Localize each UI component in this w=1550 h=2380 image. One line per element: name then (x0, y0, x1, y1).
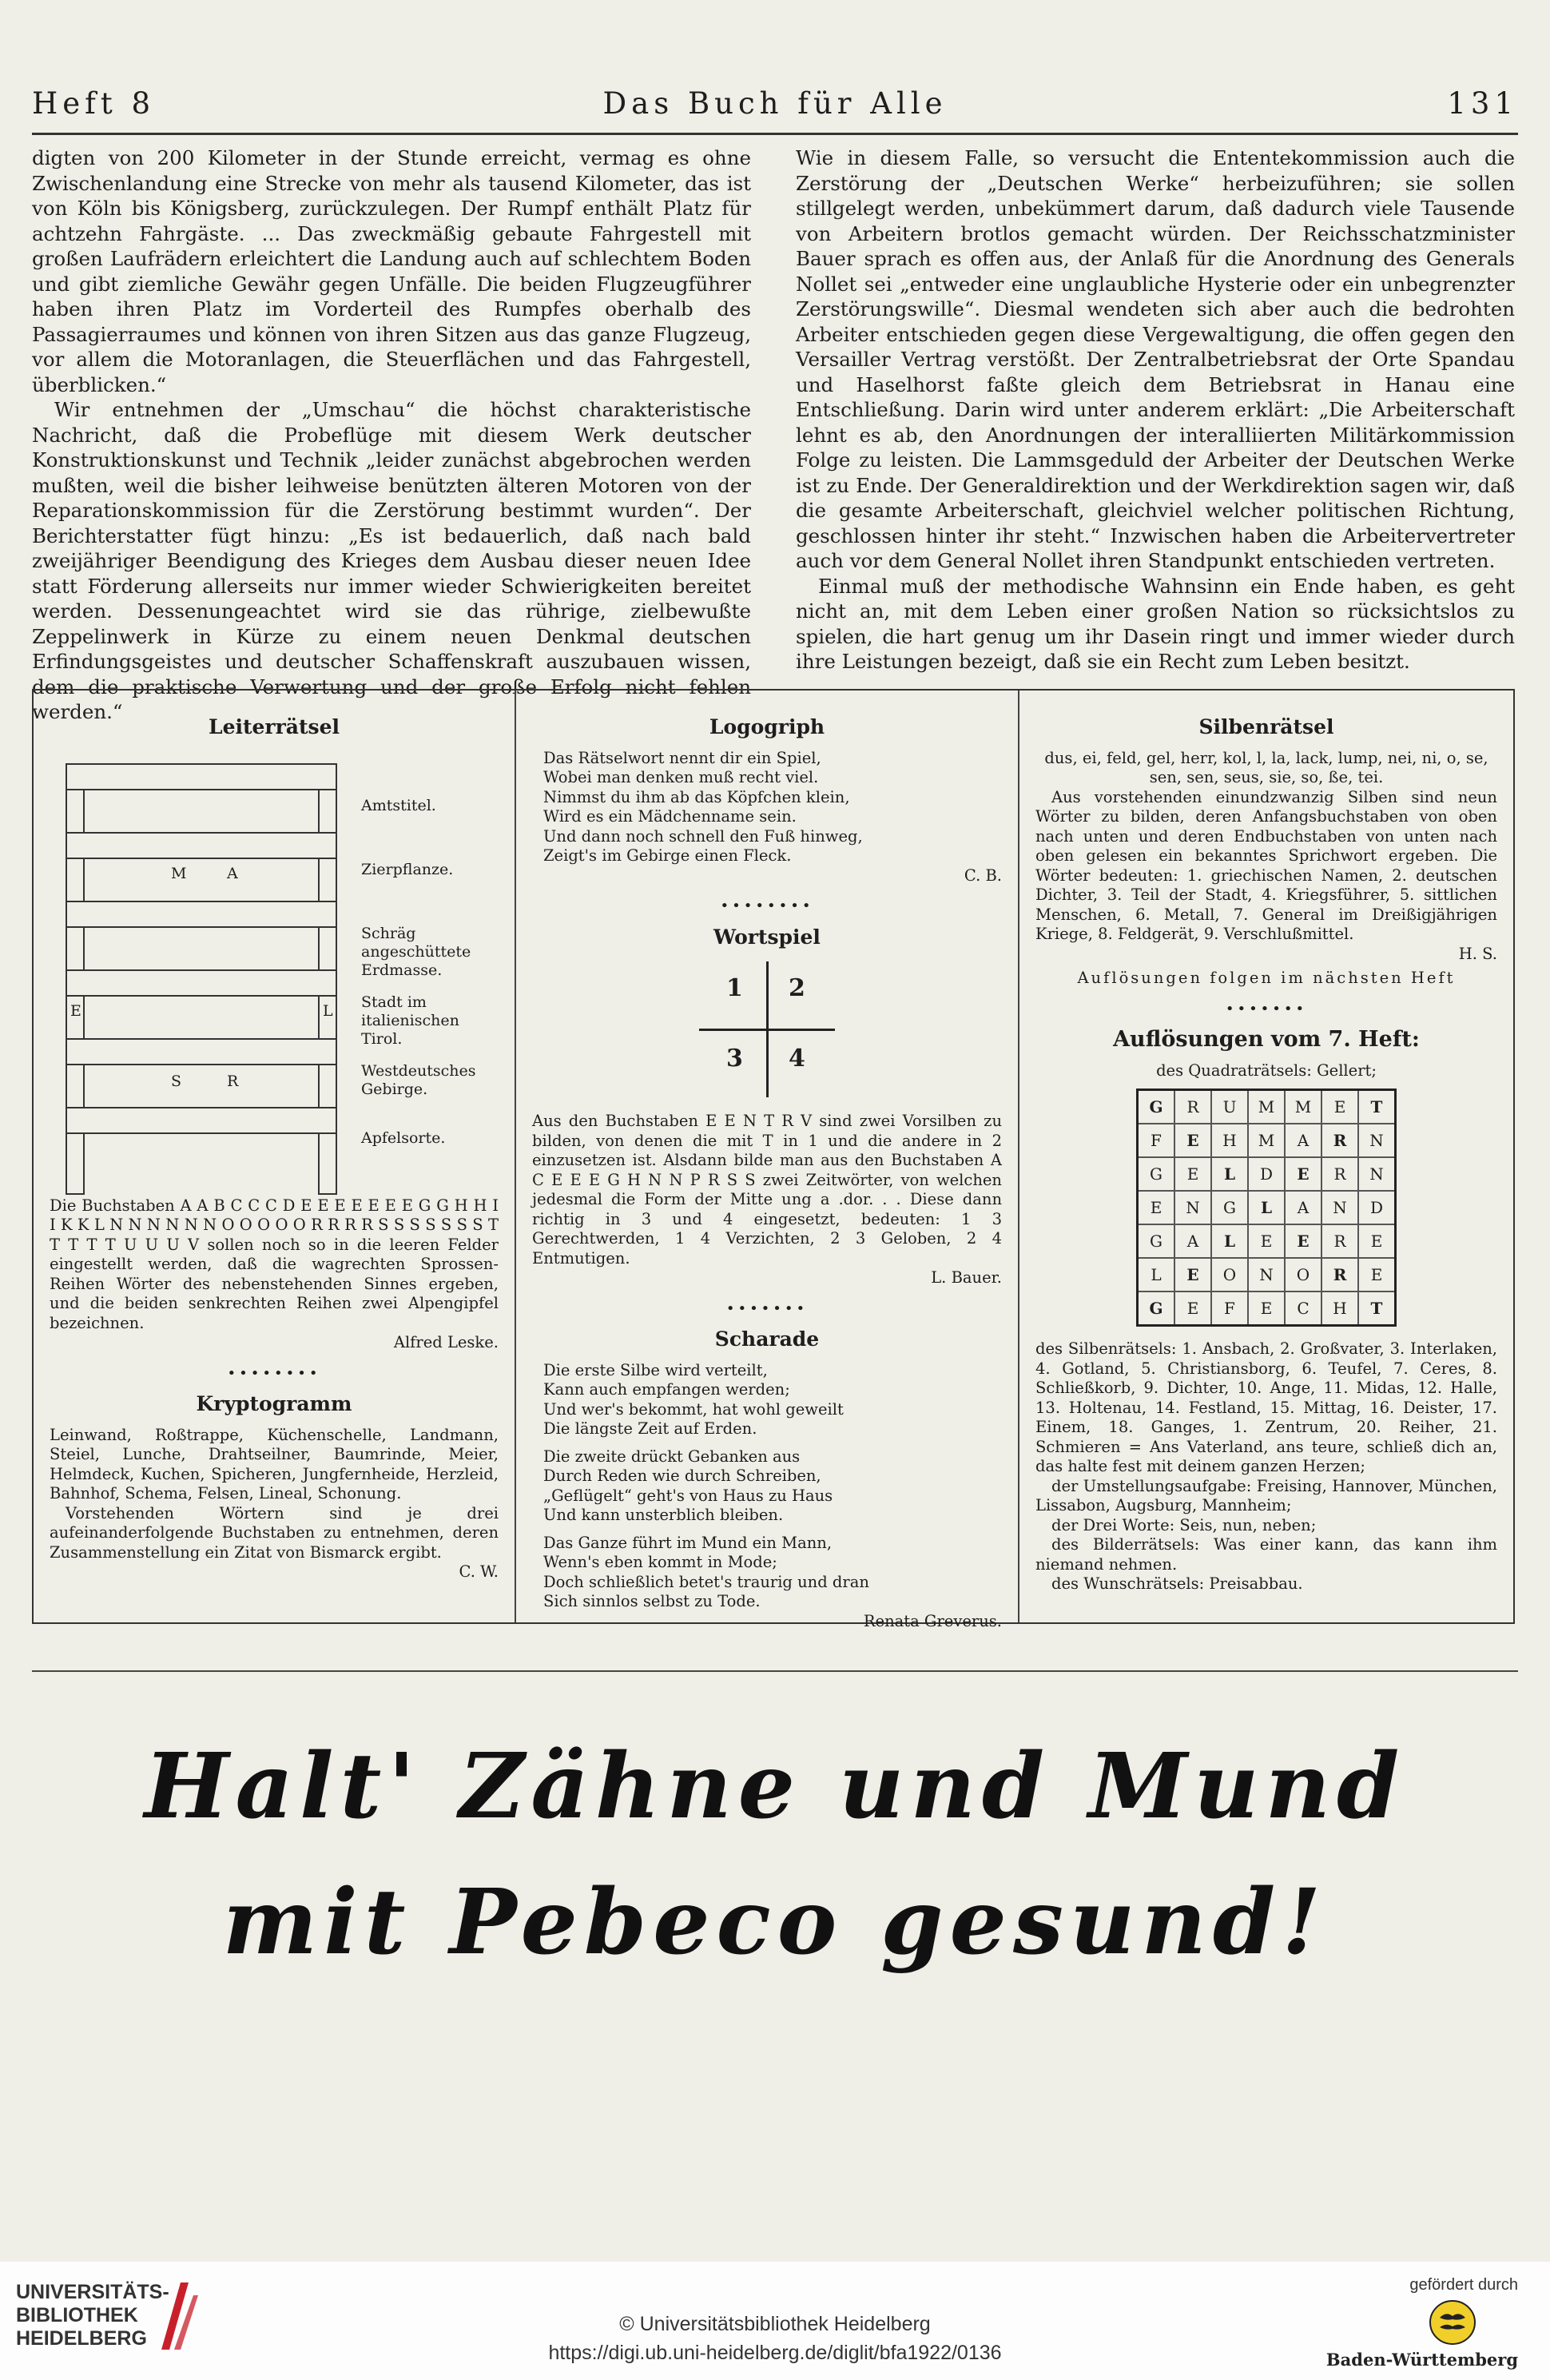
verse-line: Wenn's eben kommt in Mode; (543, 1553, 777, 1571)
ladder-letter: E (70, 1001, 81, 1020)
verse-line: Die zweite drückt Gebanken aus (543, 1447, 801, 1466)
grid-cell: E (1358, 1224, 1396, 1258)
ladder-letter: S (171, 1072, 182, 1090)
logogriph-author: C. B. (964, 866, 1002, 885)
wortspiel-cross-diagram (699, 961, 835, 1097)
ad-line-2: mit Pebeco gesund! (222, 1870, 1328, 1975)
grid-row (1138, 1124, 1396, 1157)
krypto-instructions: Vorstehenden Wörtern sind je drei aufeinanderfolgende Buchstaben zu entnehmen, deren Zusammenstellung ein Zitat von Bismarck ergibt. (50, 1503, 499, 1562)
grid-cell: E (1248, 1224, 1285, 1258)
grid-row (1138, 1224, 1396, 1258)
grid-cell: U (1211, 1090, 1248, 1124)
grid-cell: R (1174, 1090, 1211, 1124)
permalink[interactable]: https://digi.ub.uni-heidelberg.de/diglit/bfa1922/0136 (548, 2342, 1002, 2364)
scharade-stanza (543, 1534, 1002, 1612)
silben-instructions: Aus vorstehenden einundzwanzig Silben sind neun Wörter zu bilden, deren Anfangsbuchstaben von oben nach unten und deren Endbuchstaben von unten nach oben gelesen ein bekanntes Sprichwort ergeben. Die Wörter bedeuten: 1. griechischen Namen, 2. deutschen Dichter, 3. Teil der Stadt, 4. Kriegsführer, 5. sittlichen Menschen, 6. Metall, 7. General im Dreißigjährigen Kriege, 8. Feldgerät, 9. Verschlußmittel. (1035, 787, 1497, 943)
article-paragraph: Einmal muß der methodische Wahnsinn ein Ende haben, es geht nicht an, mit dem Leben einer großen Nation so rücksichtslos zu spielen, die hart genug um ihr Dasein ringt und immer wieder durch ihre Leistungen bezeigt, daß sie ein Recht zum Leben besitzt. (796, 574, 1515, 673)
state-coat-of-arms-icon (1429, 2298, 1476, 2346)
grid-cell: G (1138, 1224, 1175, 1258)
grid-cell: N (1321, 1191, 1358, 1224)
verse-line: Das Ganze führt im Mund ein Mann, (543, 1533, 833, 1552)
grid-cell: T (1358, 1291, 1396, 1326)
grid-cell: L (1138, 1258, 1175, 1291)
cross-number: 2 (789, 974, 805, 1002)
article-column-right (796, 145, 1515, 675)
header-page-number: 131 (1447, 86, 1518, 121)
ladder-clue: Amtstitel. (361, 796, 436, 814)
grid-cell: O (1211, 1258, 1248, 1291)
grid-cell: A (1174, 1224, 1211, 1258)
ladder-clue: Apfelsorte. (361, 1128, 446, 1147)
verse-line: Und kann unsterblich bleiben. (543, 1506, 784, 1524)
verse-line: Wird es ein Mädchenname sein. (543, 807, 797, 826)
ladder-clue: Schräg angeschüttete Erdmasse. (361, 924, 471, 979)
ladder-letter: A (227, 864, 238, 882)
header-title: Das Buch für Alle (602, 86, 948, 121)
verse-line: Wobei man denken muß recht viel. (543, 768, 819, 786)
grid-cell: R (1321, 1224, 1358, 1258)
ladder-diagram (50, 749, 500, 1196)
ladder-rung (66, 763, 337, 790)
ladder-letter: M (171, 864, 187, 882)
grid-cell: E (1138, 1191, 1175, 1224)
ladder-clue: Westdeutsches Gebirge. (361, 1061, 476, 1098)
grid-cell: D (1358, 1191, 1396, 1224)
grid-cell: N (1358, 1157, 1396, 1191)
separator-dots: •••••••• (227, 1364, 321, 1382)
silben-author: H. S. (1458, 944, 1497, 963)
scharade-stanza (543, 1447, 1002, 1526)
grid-cell: L (1211, 1224, 1248, 1258)
article-column-left (32, 145, 751, 725)
logogriph-verse (543, 749, 1002, 866)
grid-cell: N (1248, 1258, 1285, 1291)
verse-line: Sich sinnlos selbst zu Tode. (543, 1592, 761, 1610)
running-header (32, 86, 1518, 131)
grid-cell: G (1211, 1191, 1248, 1224)
ladder-clue: Stadt im italienischen Tirol. (361, 993, 459, 1048)
solutions-notice: Auflösungen folgen im nächsten Heft (1077, 969, 1456, 987)
grid-cell: F (1138, 1124, 1175, 1157)
grid-cell: M (1285, 1090, 1321, 1124)
cross-number: 3 (726, 1045, 743, 1073)
grid-cell: E (1174, 1124, 1211, 1157)
grid-cell: G (1138, 1157, 1175, 1191)
verse-line: Zeigt's im Gebirge einen Fleck. (543, 846, 792, 865)
bilder-answer: des Bilderrätsels: Was einer kann, das kann ihm niemand nehmen. (1035, 1535, 1497, 1574)
funded-label: gefördert durch (1409, 2276, 1518, 2294)
funder-name: Baden-Württemberg (1325, 2350, 1518, 2370)
ladder-rung (66, 969, 337, 997)
grid-row (1138, 1157, 1396, 1191)
logo-line: HEIDELBERG (16, 2327, 147, 2350)
grid-cell: E (1285, 1157, 1321, 1191)
grid-cell: D (1248, 1157, 1285, 1191)
puzzle-column-middle (516, 691, 1019, 1630)
wunsch-answer: des Wunschrätsels: Preisabbau. (1051, 1574, 1303, 1593)
logogriph-title: Logogriph (709, 715, 825, 738)
grid-cell: R (1321, 1124, 1358, 1157)
ladder-rung (66, 832, 337, 859)
verse-line: Die erste Silbe wird verteilt, (543, 1360, 768, 1379)
ladder-rung (66, 1107, 337, 1134)
ladder-letter: L (323, 1001, 333, 1020)
verse-line: Kann auch empfangen werden; (543, 1380, 790, 1399)
header-issue: Heft 8 (32, 86, 156, 121)
grid-cell: R (1321, 1157, 1358, 1191)
footer-bar (0, 2262, 1550, 2380)
wortspiel-title: Wortspiel (713, 925, 821, 949)
separator-dots: ••••••• (1225, 1000, 1308, 1017)
grid-cell: T (1358, 1090, 1396, 1124)
grid-cell: E (1174, 1258, 1211, 1291)
solutions-title: Auflösungen vom 7. Heft: (1113, 1027, 1420, 1052)
leiter-title: Leiterrätsel (208, 715, 340, 738)
grid-row (1138, 1191, 1396, 1224)
grid-cell: G (1138, 1090, 1175, 1124)
verse-line: Das Rätselwort nennt dir ein Spiel, (543, 748, 821, 767)
grid-cell: O (1285, 1258, 1321, 1291)
ladder-letter: R (227, 1072, 239, 1090)
krypto-words: Leinwand, Roßtrappe, Küchenschelle, Landmann, Steiel, Lunche, Drahtseilner, Baumrinde, Meier, Helmdeck, Kuchen, Spicheren, Jungfernheide, Herzleid, Bahnhof, Schema, Felsen, Lineal, Schonung. (50, 1425, 499, 1502)
ladder-clue: Zierpflanze. (361, 860, 454, 878)
grid-cell: H (1211, 1124, 1248, 1157)
verse-line: Die längste Zeit auf Erden. (543, 1419, 757, 1438)
krypto-title: Kryptogramm (196, 1392, 352, 1415)
scharade-author: Renata Greverus. (863, 1611, 1002, 1630)
cross-line-horizontal (699, 1029, 835, 1031)
grid-cell: L (1211, 1157, 1248, 1191)
article-paragraph: Wie in diesem Falle, so versucht die Ententekommission auch die Zerstörung der „Deutschen Werke“ herbeizuführen; sie sollen stillgelegt werden, unbekümmert darum, daß dadurch viele Tausende von Arbeitern brotlos gemacht würden. Der Reichsschatzminister Bauer sprach es offen aus, der Anlaß für die Anordnung des Generals Nollet sei „entweder eine unglaubliche Hysterie oder ein unbegrenzter Zerstörungswille“. Diesmal wendeten sich aber auch die bedrohten Arbeiter entschieden gegen diese Vergewaltigung, die offen gegen den Versailler Vertrag verstößt. Der Zentralbetriebsrat der Orte Spandau und Haselhorst faßte gleich dem Betriebsrat in Hanau eine Entschließung. Darin wird unter anderem erklärt: „Die Arbeiterschaft lehnt es ab, den Anordnungen der interalliierten Militärkommission Folge zu leisten. Die Lammsgeduld der Arbeiter der Deutschen Werke ist zu Ende. Der Generaldirektion und der Werkdirektion sagen wir, daß die gesamte Arbeiterschaft, gleichviel welcher politischen Richtung, geschlossen hinter ihr steht.“ Inzwischen haben die Arbeitervertreter auch vor dem General Nollet ihren Standpunkt entschieden vertreten. (796, 146, 1515, 572)
puzzle-column-left (34, 691, 516, 1622)
puzzle-section (32, 689, 1515, 1630)
grid-cell: R (1321, 1258, 1358, 1291)
grid-row (1138, 1090, 1396, 1124)
verse-line: Durch Reden wie durch Schreiben, (543, 1467, 821, 1485)
grid-cell: C (1285, 1291, 1321, 1326)
grid-cell: A (1285, 1124, 1321, 1157)
ladder-rung (66, 901, 337, 928)
cross-number: 1 (726, 974, 743, 1002)
article-paragraph: Wir entnehmen der „Umschau“ die höchst charakteristische Nachricht, daß die Probeflüge mit diesem Werk deutscher Konstruktionskunst und Technik „leider zunächst abgebrochen werden mußten, weil die bisher leihweise benützten älteren Motoren von der Reparationskommission für die Zerstörung bestimmt wurden“. Der Berichterstatter fügt hinzu: „Es ist bedauerlich, daß nach bald zweijähriger Beendigung des Krieges dem Ausbau dieser neuen Idee statt Förderung allerseits nur immer wieder Schwierigkeiten bereitet werden. Dessenungeachtet wird sie das rührige, zielbewußte Zeppelinwerk in Kürze zu einem neuen Denkmal deutschen Erfindungsgeistes und deutscher Schaffenskraft auszubauen wissen, dem die praktische Verwertung und der große Erfolg nicht fehlen werden.“ (32, 398, 751, 723)
grid-cell: N (1358, 1124, 1396, 1157)
quadrat-label: des Quadraträtsels: Gellert; (1156, 1061, 1377, 1080)
grid-cell: L (1248, 1191, 1285, 1224)
dreiworte-answer: der Drei Worte: Seis, nun, neben; (1051, 1515, 1317, 1534)
grid-cell: E (1174, 1157, 1211, 1191)
ladder-rung (66, 1038, 337, 1065)
grid-cell: E (1321, 1090, 1358, 1124)
article-paragraph: digten von 200 Kilometer in der Stunde erreicht, vermag es ohne Zwischenlandung eine Strecke von mehr als tausend Kilometer, das ist von Köln bis Königsberg, zurückzulegen. Der Rumpf enthält Platz für achtzehn Fahrgäste. ... Das zweckmäßig gebaute Fahrgestell mit großen Laufrädern erleichtert die Landung auch auf schlechtem Boden und gibt ziemliche Gewähr gegen Unfälle. Die beiden Flugzeugführer haben ihren Platz im Vorderteil des Rumpfes oberhalb des Passagierraumes und können von ihren Sitzen aus das ganze Flugzeug, vor allem die Motoranlagen, die Steuerflächen und das Fahrgestell, überblicken.“ (32, 146, 751, 396)
scharade-title: Scharade (714, 1327, 820, 1351)
logo-line: BIBLIOTHEK (16, 2304, 138, 2326)
grid-cell: M (1248, 1124, 1285, 1157)
logo-line: UNIVERSITÄTS- (16, 2281, 169, 2303)
grid-cell: G (1138, 1291, 1175, 1326)
grid-row (1138, 1258, 1396, 1291)
leiter-instructions: Die Buchstaben A A B C C C D E E E E E E E G G H H I I K K L N N N N N N O O O O O R R R R S S S S S S S T T T T T U U U V sollen noch so in die leeren Felder eingestellt werden, daß die wagrechten Sprossen-Reihen Wörter des nebenstehenden Sinnes ergeben, und die beiden senkrechten Reihen zwei Alpengipfel bezeichnen. (50, 1196, 499, 1332)
wortspiel-author: L. Bauer. (931, 1268, 1002, 1287)
leiter-author: Alfred Leske. (393, 1333, 499, 1351)
scharade-stanza (543, 1361, 1002, 1439)
puzzle-column-right (1019, 691, 1513, 1622)
verse-line: Nimmst du ihm ab das Köpfchen klein, (543, 787, 850, 806)
grid-cell: E (1174, 1291, 1211, 1326)
umstellung-answer: der Umstellungsaufgabe: Freising, Hannover, München, Lissabon, Augsburg, Mannheim; (1035, 1476, 1497, 1514)
verse-line: Doch schließlich betet's traurig und dran (543, 1572, 869, 1591)
verse-line: „Geflügelt“ geht's von Haus zu Haus (543, 1486, 833, 1505)
separator-dots: •••••••• (720, 897, 814, 914)
separator-dots: ••••••• (725, 1299, 809, 1317)
wortspiel-instructions: Aus den Buchstaben E E N T R V sind zwei Vorsilben zu bilden, von denen die mit T in 1 und die andere in 2 einzusetzen ist. Alsdann bilde man aus den Buchstaben A C E E E G H N N P R S S zwei Zeitwörter, von welchen jedesmal die Form der Mitte ung a .dor. . . Diese dann richtig in 3 und 4 eingesetzt, bedeuten: 1 3 Gerechtwerden, 1 4 Verzichten, 2 3 Geloben, 2 4 Entmutigen. (532, 1112, 1002, 1268)
silben-title: Silbenrätsel (1198, 715, 1334, 738)
quadrat-answer-grid (1136, 1089, 1397, 1327)
grid-cell: A (1285, 1191, 1321, 1224)
krypto-author: C. W. (459, 1562, 499, 1581)
verse-line: Und dann noch schnell den Fuß hinweg, (543, 826, 863, 846)
grid-cell: H (1321, 1291, 1358, 1326)
grid-cell: N (1174, 1191, 1211, 1224)
ad-line-1: Halt' Zähne und Mund (144, 1734, 1406, 1839)
header-rule (32, 133, 1518, 135)
grid-cell: M (1248, 1090, 1285, 1124)
grid-cell: E (1248, 1291, 1285, 1326)
grid-cell: E (1285, 1224, 1321, 1258)
cross-number: 4 (789, 1045, 805, 1073)
ad-border-top (32, 1670, 1518, 1672)
copyright-text: © Universitätsbibliothek Heidelberg (619, 2313, 931, 2335)
grid-cell: F (1211, 1291, 1248, 1326)
silben-syllables: dus, ei, feld, gel, herr, kol, l, la, lack, lump, nei, ni, o, se, sen, sen, seus, sie, so, ße, tei. (1044, 748, 1488, 786)
grid-row (1138, 1291, 1396, 1326)
verse-line: Und wer's bekommt, hat wohl geweilt (543, 1399, 844, 1419)
grid-cell: E (1358, 1258, 1396, 1291)
silben-answer: des Silbenrätsels: 1. Ansbach, 2. Großvater, 3. Interlaken, 4. Gotland, 5. Christiansborg, 6. Teufel, 7. Ceres, 8. Schließkorb, 9. Dichter, 10. Ange, 11. Midas, 12. Halle, 13. Holtenau, 14. Festland, 15. Mittag, 16. Deister, 17. Einem, 18. Ganges, 1. Zentrum, 20. Reiher, 21. Schmieren = Ans Vaterland, ans teure, schließ dich an, das halte fest mit deinem ganzen Herzen; (1035, 1339, 1497, 1475)
